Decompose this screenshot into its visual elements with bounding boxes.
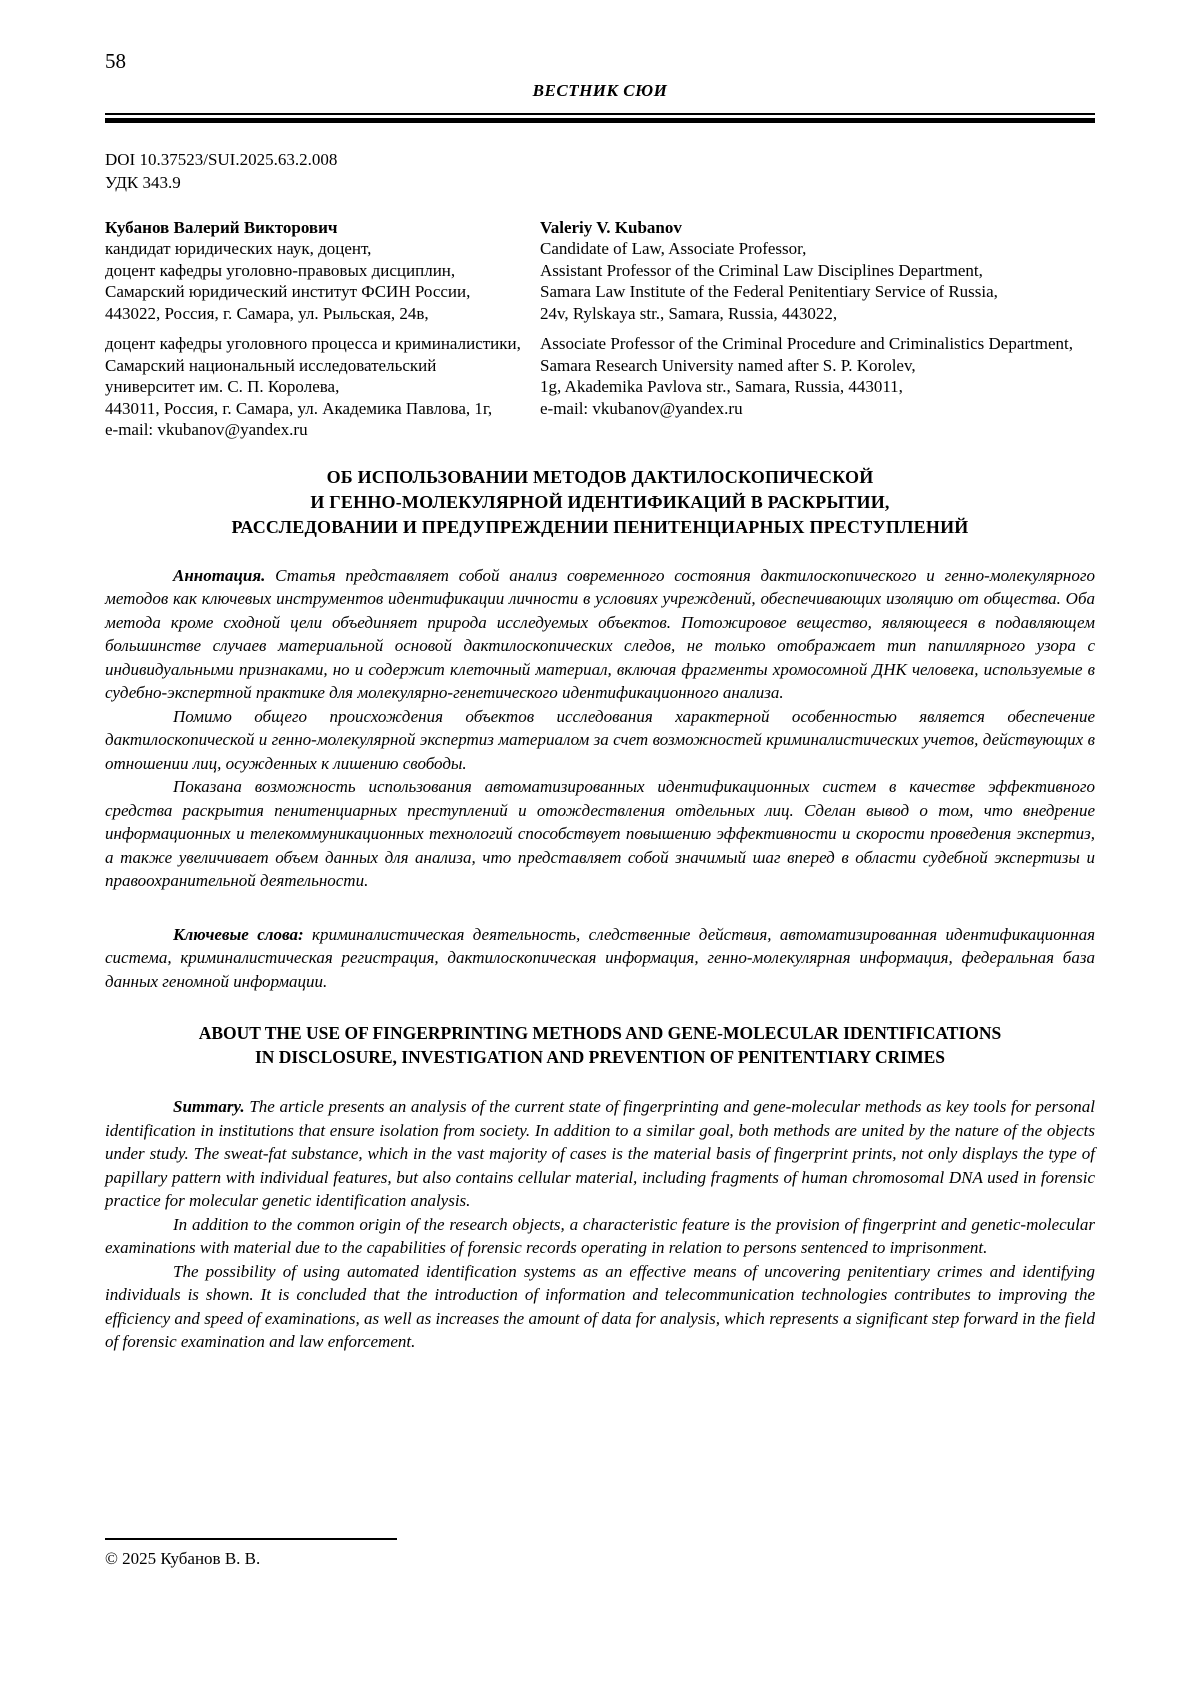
affiliation-line: Самарский юридический институт ФСИН России, [105,282,471,302]
copyright-line: © 2025 Кубанов В. В. [105,1549,261,1568]
author-email-en: e-mail: vkubanov@yandex.ru [540,398,743,418]
keywords-ru-text: криминалистическая деятельность, следственные действия, автоматизированная идентификационная система, криминалистическая регистрация, дактилоскопическая информация, генно-молекулярная информация, федеральная база данных геномной информации. [105,924,1095,991]
affiliation-line: Candidate of Law, Associate Professor, [540,239,807,259]
abstract-ru-paragraph-1 [105,564,1095,705]
author-column-ru [105,217,540,441]
abstract-en-paragraph-2: In addition to the common origin of the research objects, a characteristic feature is the provision of fingerprint and genetic-molecular examinations with material due to the capabilities of forensic records operating in relation to persons sentenced to imprisonment. [105,1214,1095,1258]
author-name-ru: Кубанов Валерий Викторович [105,217,338,237]
keywords-ru [105,923,1095,994]
abstract-ru-label: Аннотация. [173,565,266,585]
article-title-ru-line: ОБ ИСПОЛЬЗОВАНИИ МЕТОДОВ ДАКТИЛОСКОПИЧЕСКОЙ [326,466,874,487]
footer-divider [105,1538,397,1540]
keywords-ru-label: Ключевые слова: [173,924,304,944]
abstract-ru-text-1: Статья представляет собой анализ современного состояния дактилоскопического и генно-молекулярного методов как ключевых инструментов идентификации личности в условиях учреждений, обеспечивающих изоляцию от общества. Оба метода кроме сходной цели объединяет природа исследуемых объектов. Потожировое вещество, являющееся в подавляющем большинстве случаев материальной основой дактилоскопических следов, не только отображает тип папиллярного узора с индивидуальными признаками, но и содержит клеточный материал, включая фрагменты хромосомной ДНК человека, используемые в судебно-экспертной практике для молекулярно-генетического идентификационного анализа. [105,565,1096,703]
affiliation-line: 443022, Россия, г. Самара, ул. Рыльская, 24в, [105,303,429,323]
author-affiliation-ru-2 [105,333,540,441]
author-email-ru: e-mail: vkubanov@yandex.ru [105,420,308,440]
doi-line: DOI 10.37523/SUI.2025.63.2.008 [105,150,338,170]
abstract-en [105,1095,1095,1354]
affiliation-line: Assistant Professor of the Criminal Law Disciplines Department, [540,260,983,280]
abstract-ru [105,564,1095,893]
abstract-en-paragraph-1 [105,1095,1095,1213]
header-divider-thin [105,113,1095,115]
abstract-en-paragraph-3: The possibility of using automated identification systems as an effective means of uncovering penitentiary crimes and identifying individuals is shown. It is concluded that the introduction of information and telecommunication technologies contributes to improving the efficiency and speed of examinations, as well as increases the amount of data for analysis, which represents a significant step forward in the field of forensic examination and law enforcement. [105,1261,1095,1352]
affiliation-line: Samara Research University named after S. P. Korolev, [540,355,916,375]
affiliation-line: доцент кафедры уголовного процесса и криминалистики, [105,334,521,354]
affiliation-line: 24v, Rylskaya str., Samara, Russia, 443022, [540,303,838,323]
author-block [105,217,1095,441]
journal-header-title: ВЕСТНИК СЮИ [532,81,668,101]
affiliation-line: Associate Professor of the Criminal Procedure and Criminalistics Department, [540,334,1074,354]
author-name-en: Valeriy V. Kubanov [540,217,682,237]
abstract-en-text-1: The article presents an analysis of the current state of fingerprinting and gene-molecular methods as key tools for personal identification in institutions that ensure isolation from society. In addition to a similar goal, both methods are united by the nature of the objects under study. The sweat-fat substance, which in the vast majority of cases is the material basis of fingerprint prints, not only displays the type of papillary pattern with individual features, but also contains cellular material, including fragments of human chromosomal DNA used in forensic practice for molecular genetic identification analysis. [105,1097,1095,1211]
author-affiliation-en-2 [540,333,1095,419]
affiliation-line: кандидат юридических наук, доцент, [105,239,372,259]
page-number: 58 [105,49,126,73]
affiliation-line: университет им. С. П. Королева, [105,377,340,397]
article-title-en-line: IN DISCLOSURE, INVESTIGATION AND PREVENTION OF PENITENTIARY CRIMES [254,1047,946,1068]
affiliation-line: Самарский национальный исследовательский [105,355,437,375]
article-title-ru-line: РАССЛЕДОВАНИИ И ПРЕДУПРЕЖДЕНИИ ПЕНИТЕНЦИАРНЫХ ПРЕСТУПЛЕНИЙ [231,516,969,537]
abstract-ru-paragraph-3: Показана возможность использования автоматизированных идентификационных систем в качестве эффективного средства раскрытия пенитенциарных преступлений и отождествления отдельных лиц. Сделан вывод о том, что внедрение информационных и телекоммуникационных технологий способствует повышению эффективности и скорости проведения экспертиз, а также увеличивает объем данных для анализа, что представляет собой значимый шаг вперед в области судебной экспертизы и правоохранительной деятельности. [105,777,1095,891]
page-footer [105,1538,397,1569]
affiliation-line: 443011, Россия, г. Самара, ул. Академика Павлова, 1г, [105,398,493,418]
header-divider-thick [105,118,1095,123]
affiliation-line: доцент кафедры уголовно-правовых дисциплин, [105,260,456,280]
udk-line: УДК 343.9 [105,173,181,193]
article-title-en-line: ABOUT THE USE OF FINGERPRINTING METHODS AND GENE-MOLECULAR IDENTIFICATIONS [198,1023,1002,1044]
abstract-en-label: Summary. [173,1097,245,1117]
article-title-en [105,1021,1095,1069]
author-column-en [540,217,1095,441]
author-affiliation-en-1 [540,238,1095,324]
article-meta [105,149,1095,195]
affiliation-line: 1g, Akademika Pavlova str., Samara, Russia, 443011, [540,377,903,397]
author-affiliation-ru-1 [105,238,540,324]
article-title-ru [105,465,1095,540]
abstract-ru-paragraph-2: Помимо общего происхождения объектов исследования характерной особенностью является обеспечение дактилоскопической и генно-молекулярной экспертиз материалом за счет возможностей криминалистических учетов, действующих в отношении лиц, осужденных к лишению свободы. [105,706,1095,773]
keywords-ru-paragraph [105,923,1095,994]
affiliation-line: Samara Law Institute of the Federal Penitentiary Service of Russia, [540,282,998,302]
article-title-ru-line: И ГЕННО-МОЛЕКУЛЯРНОЙ ИДЕНТИФИКАЦИЙ В РАСКРЫТИИ, [310,491,890,512]
